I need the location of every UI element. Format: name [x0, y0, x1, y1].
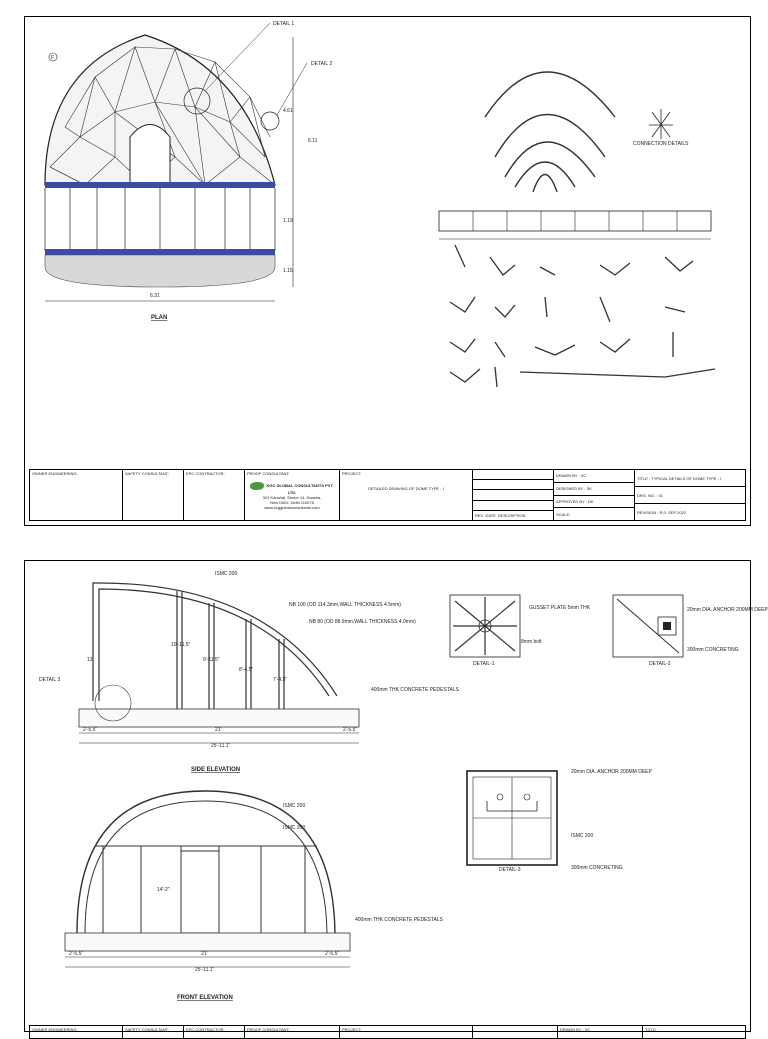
strip-owner: OWNER ENGINEERING: [30, 1026, 123, 1038]
gusset-label: GUSSET PLATE 5mm THK [529, 605, 591, 611]
concreting-label-d2: 300mm CONCRETING [687, 647, 739, 653]
ismc-label-d3: ISMC 200 [571, 833, 594, 839]
pipe1-label: NB 100 (OD 114.3mm,WALL THICKNESS 4.5mm) [289, 602, 401, 608]
anchor-label-d3: 20mm DIA. ANCHOR 200MM DEEP [571, 769, 652, 775]
piece-diagrams [450, 245, 715, 387]
strip-proof: PROOF CONSULTANT: [245, 1026, 340, 1038]
arch-details [485, 72, 615, 192]
ismc-label-front-2: ISMC 200 [283, 825, 306, 831]
firm-logo [250, 482, 264, 490]
dim-mid-side: 21' [215, 727, 222, 733]
detail2-label: DETAIL 2 [311, 61, 333, 67]
strip-title: TITLE : [645, 1027, 659, 1032]
strip-drawn: DRAWN BY : VC [558, 1026, 643, 1038]
h2-label: 10'-11.5" [171, 642, 191, 648]
drawing-sheet-2 [24, 560, 768, 1032]
dim-mid-front: 21' [201, 951, 208, 957]
signoff-cells: DRAWN BY : VC DESIGNED BY : SK APPROVED BY : DK SCALE: [554, 470, 635, 520]
dim-width: 6.31 [150, 293, 160, 299]
marker-f: F [51, 55, 55, 61]
dim-dome-height: 4.61 [283, 108, 293, 114]
front-elevation-label: FRONT ELEVATION [177, 995, 233, 1001]
plan-label: PLAN [151, 315, 168, 321]
title-block-2 [29, 1025, 746, 1039]
h3-label: 9'-11.5" [203, 657, 220, 663]
front-height: 14'-2" [157, 887, 170, 893]
drawing-sheet-1 [24, 16, 751, 526]
dim-total-front: 25'-11.1" [195, 967, 215, 973]
revision-table: REV DATE DESCRIPTION [473, 470, 554, 520]
pipe2-label: NB 80 (OD 88.9mm,WALL THICKNESS 4.0mm) [309, 619, 416, 625]
pedestal-label-front: 400mm THK CONCRETE PEDESTALS [355, 917, 443, 923]
dim-left-side: 2'-5.5" [83, 727, 98, 733]
pedestal-label-side: 400mm THK CONCRETE PEDESTALS [371, 687, 459, 693]
plan-drawing [25, 17, 750, 525]
epc-cell: EPC CONTRACTOR: [184, 470, 245, 520]
detail2-label-s2: DETAIL-2 [649, 661, 671, 667]
owner-cell: OWNER ENGINEERING: [30, 470, 123, 520]
connection-label: CONNECTION DETAILS [633, 141, 689, 147]
title-cells: TITLE : TYPICAL DETAILS OF DOME TYPE - I DRG. NO. : 01 REVISION : R-0 SEP 2022 [635, 470, 745, 520]
ismc-label-side: ISMC 200 [215, 571, 238, 577]
concreting-label-d3: 300mm CONCRETING [571, 865, 623, 871]
strip-safety: SAFETY CONSULTANT: [123, 1026, 184, 1038]
h5-label: 7'-4.5" [273, 677, 288, 683]
dim-left-front: 2'-5.5" [69, 951, 84, 957]
ismc-label-front-1: ISMC 200 [283, 803, 306, 809]
dim-total-height: 6.11 [308, 138, 318, 144]
dim-total-side: 25'-11.1" [211, 743, 231, 749]
safety-cell: SAFETY CONSULTANT: [123, 470, 184, 520]
detail3-label-s2: DETAIL-3 [499, 867, 521, 873]
front-elevation [77, 791, 335, 933]
detail1-label-s2: DETAIL-1 [473, 661, 495, 667]
h4-label: 8'-4.5" [239, 667, 254, 673]
dim-wall-height: 1.19 [283, 218, 293, 224]
elevation-drawing [25, 561, 768, 1031]
strip-epc: EPC CONTRACTOR: [184, 1026, 245, 1038]
side-elevation-label: SIDE ELEVATION [191, 767, 241, 773]
bolt-label: 8mm bolt [521, 639, 542, 645]
dim-right-front: 2'-5.5" [325, 951, 340, 957]
detail3-callout: DETAIL 3 [39, 677, 61, 683]
dim-right-side: 2'-5.5" [343, 727, 358, 733]
detail1-label: DETAIL 1 [273, 21, 295, 27]
project-cell: PROJECT: DETAILED DRAWING OF DOME TYPE - I [340, 470, 473, 520]
anchor-label-d2: 20mm DIA. ANCHOR 200MM DEEP [687, 607, 768, 613]
title-block-1 [29, 469, 746, 521]
strip-project: PROJECT: [340, 1026, 473, 1038]
strip-rev [473, 1026, 558, 1038]
dim-base-height: 1.15 [283, 268, 293, 274]
proof-cell: PROOF CONSULTANT: KGC GLOBAL CONSULTANTS PVT. LTD. 301 Kaushal, Sector 14, Dwarka, New Delhi, Delhi 110075 www.kcgglobalconsultants.com [245, 470, 340, 520]
h1-label: 13' [87, 657, 94, 663]
